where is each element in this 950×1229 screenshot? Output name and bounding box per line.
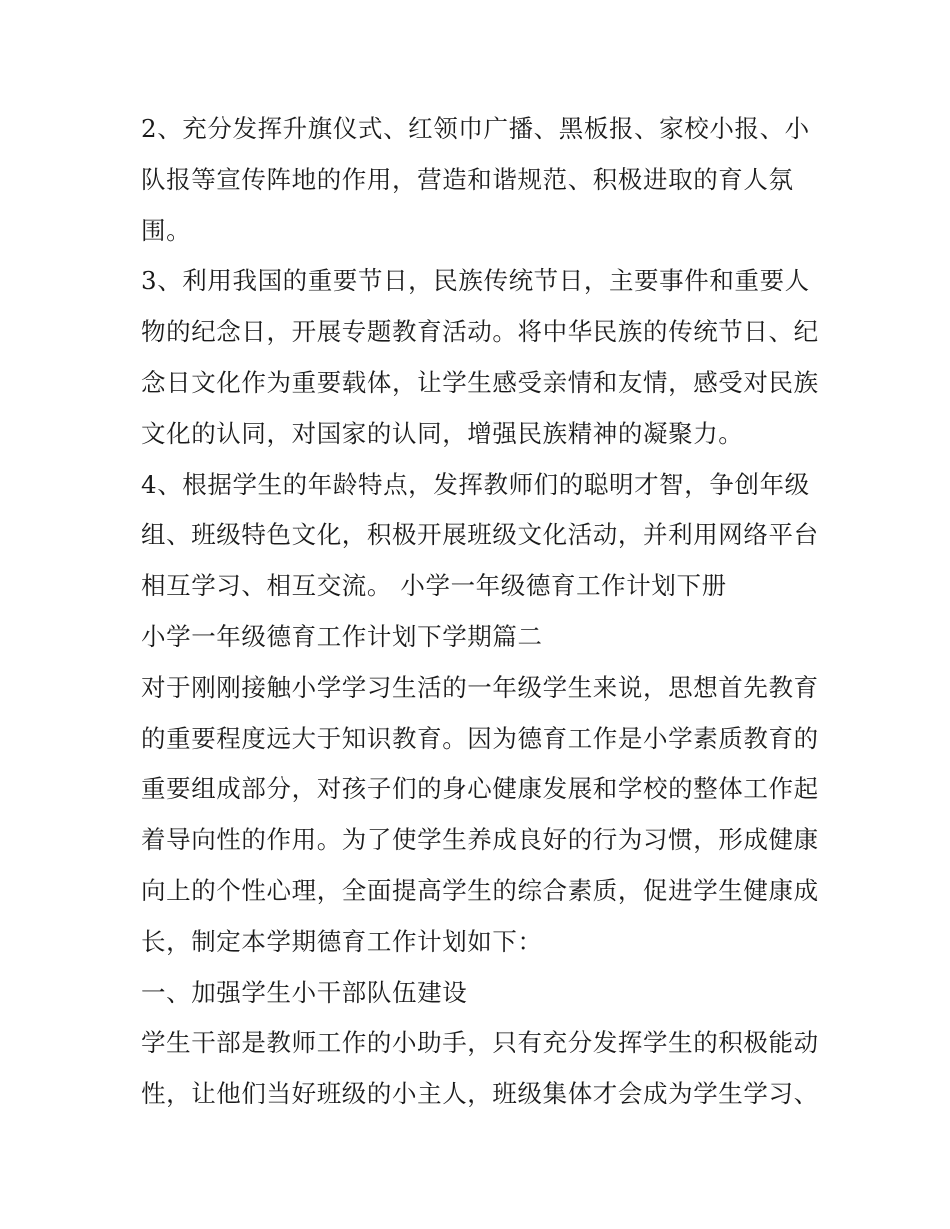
document-body xyxy=(141,104,821,1120)
text-line: 学生干部是教师工作的小助手，只有充分发挥学生的积极能动 xyxy=(141,1028,819,1058)
text-line: 的重要程度远大于知识教育。因为德育工作是小学素质教育的 xyxy=(141,723,819,753)
text-line: 重要组成部分，对孩子们的身心健康发展和学校的整体工作起 xyxy=(141,774,819,804)
text-line: 着导向性的作用。为了使学生养成良好的行为习惯，形成健康 xyxy=(141,825,819,855)
text-line: 向上的个性心理，全面提高学生的综合素质，促进学生健康成 xyxy=(141,875,819,905)
text-line: 4、根据学生的年龄特点，发挥教师们的聪明才智，争创年级 xyxy=(141,469,810,499)
text-line: 长，制定本学期德育工作计划如下： xyxy=(141,926,543,956)
text-line: 文化的认同，对国家的认同，增强民族精神的凝聚力。 xyxy=(141,418,744,448)
subsection-heading: 一、加强学生小干部队伍建设 xyxy=(141,977,468,1007)
section-heading: 小学一年级德育工作计划下学期篇二 xyxy=(141,621,543,651)
text-line: 3、利用我国的重要节日，民族传统节日，主要事件和重要人 xyxy=(141,266,810,296)
text-line: 对于刚刚接触小学学习生活的一年级学生来说，思想首先教育 xyxy=(141,672,819,702)
text-line: 物的纪念日，开展专题教育活动。将中华民族的传统节日、纪 xyxy=(141,317,819,347)
text-line: 性，让他们当好班级的小主人，班级集体才会成为学生学习、 xyxy=(141,1079,819,1109)
text-line: 队报等宣传阵地的作用，营造和谐规范、积极进取的育人氛 xyxy=(141,164,794,194)
text-line: 相互学习、相互交流。 小学一年级德育工作计划下册 xyxy=(141,571,727,601)
text-line: 围。 xyxy=(141,215,192,245)
text-line: 2、充分发挥升旗仪式、红领巾广播、黑板报、家校小报、小 xyxy=(141,114,810,143)
text-line: 念日文化作为重要载体，让学生感受亲情和友情，感受对民族 xyxy=(141,367,819,397)
text-line: 组、班级特色文化，积极开展班级文化活动，并利用网络平台 xyxy=(141,520,819,550)
